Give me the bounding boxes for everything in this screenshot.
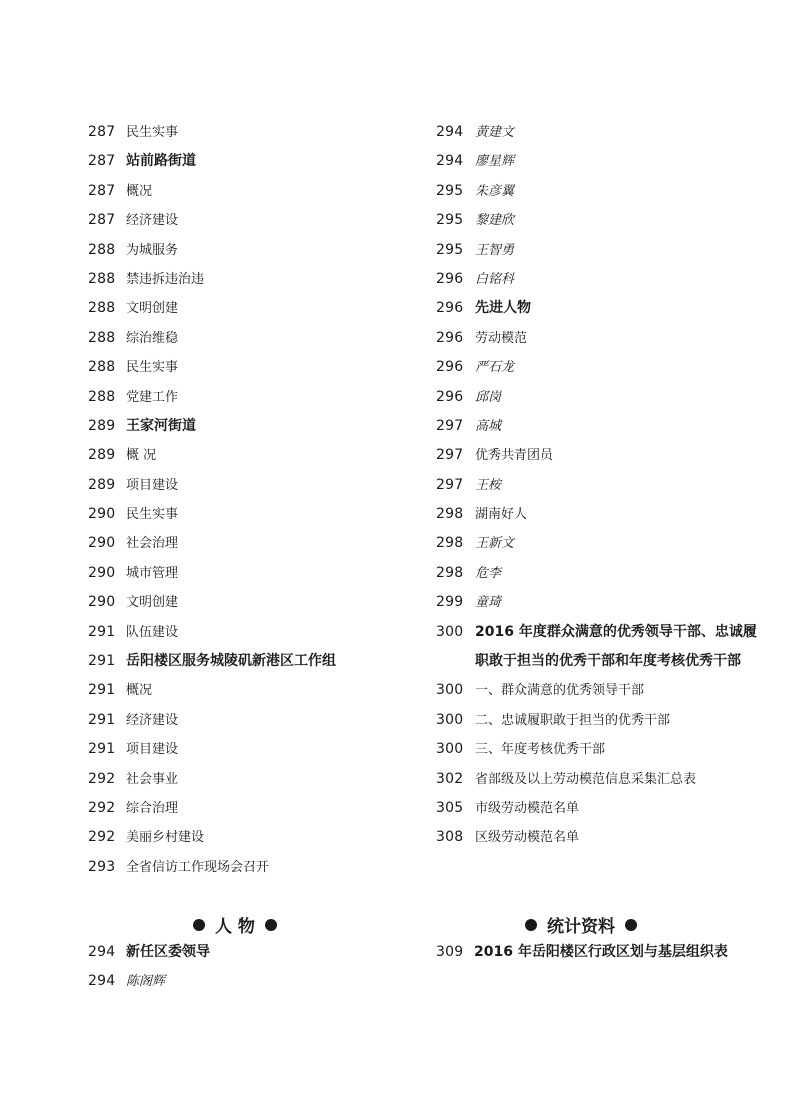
toc-entry	[436, 618, 766, 677]
toc-entry	[436, 559, 766, 588]
entry-title: 城市管理	[126, 565, 179, 581]
toc-entry	[88, 265, 408, 294]
entry-title: 廖星辉	[475, 154, 515, 170]
toc-entry	[88, 823, 408, 852]
entry-title: 2016 年岳阳楼区行政区划与基层组织表	[474, 944, 728, 960]
page-number: 288	[88, 388, 116, 405]
entry-title: 王家河街道	[126, 417, 196, 434]
entry-title: 民生实事	[126, 360, 179, 376]
entry-title: 二、忠诚履职敢于担当的优秀干部	[475, 712, 671, 728]
page-number: 300	[436, 682, 464, 699]
page-number: 291	[88, 711, 116, 728]
entry-title: 党建工作	[126, 389, 179, 405]
page-number: 293	[88, 858, 116, 875]
toc-entry	[88, 559, 408, 588]
page-number: 296	[436, 270, 464, 287]
entry-title: 市级劳动模范名单	[475, 801, 580, 817]
toc-entry	[436, 265, 766, 294]
toc-entry	[88, 500, 408, 529]
page-number: 295	[436, 241, 464, 258]
toc-entry	[436, 147, 766, 176]
page-number: 292	[88, 829, 116, 846]
page-number: 291	[88, 682, 116, 699]
toc-entry	[436, 938, 766, 967]
section-heading-people	[193, 912, 277, 937]
page-number: 298	[436, 564, 464, 581]
toc-entry	[436, 206, 766, 235]
toc-entry	[88, 383, 408, 412]
entry-title: 优秀共青团员	[475, 448, 554, 464]
left-toc-column	[88, 118, 408, 882]
entry-title: 全省信访工作现场会召开	[126, 859, 270, 875]
page-number: 300	[436, 711, 464, 728]
people-section-entries	[88, 938, 408, 997]
page-number: 291	[88, 741, 116, 758]
entry-title: 站前路街道	[126, 153, 196, 170]
page-number: 296	[436, 300, 464, 317]
page-number: 288	[88, 241, 116, 258]
page-number: 289	[88, 447, 116, 464]
entry-title: 三、年度考核优秀干部	[475, 742, 606, 758]
toc-entry	[88, 735, 408, 764]
page-number: 290	[88, 564, 116, 581]
toc-entry	[436, 676, 766, 705]
page-number: 290	[88, 535, 116, 552]
toc-entry	[436, 471, 766, 500]
toc-entry	[88, 967, 408, 996]
page-number: 298	[436, 506, 464, 523]
entry-title: 劳动模范	[475, 330, 528, 346]
entry-title: 经济建设	[126, 712, 179, 728]
toc-entry	[88, 588, 408, 617]
toc-entry	[436, 353, 766, 382]
page-number: 305	[436, 800, 464, 817]
toc-entry	[436, 294, 766, 323]
entry-title: 黄建文	[475, 125, 515, 140]
entry-title: 概况	[126, 183, 153, 199]
entry-title: 民生实事	[126, 507, 179, 523]
page-number: 298	[436, 535, 464, 552]
toc-entry	[88, 938, 408, 967]
page-number: 295	[436, 182, 464, 199]
toc-entry	[88, 794, 408, 823]
entry-title: 岳阳楼区服务城陵矶新港区工作组	[126, 653, 336, 670]
entry-title: 项目建设	[126, 477, 179, 493]
page-number: 296	[436, 359, 464, 376]
entry-title: 湖南好人	[475, 507, 528, 523]
toc-entry	[436, 236, 766, 265]
page-number: 287	[88, 124, 116, 140]
toc-entry	[436, 118, 766, 147]
toc-entry	[436, 765, 766, 794]
statistics-section-entries	[436, 938, 766, 967]
page-number: 292	[88, 799, 116, 816]
page-number: 297	[436, 447, 464, 464]
toc-entry	[88, 206, 408, 235]
page-number: 309	[436, 944, 464, 960]
page-number: 292	[88, 770, 116, 787]
page-number: 289	[88, 417, 116, 434]
toc-entry	[88, 294, 408, 323]
toc-entry	[436, 529, 766, 558]
toc-entry	[436, 706, 766, 735]
toc-entry	[436, 823, 766, 852]
page-number: 289	[88, 476, 116, 493]
entry-title: 童琦	[475, 595, 502, 611]
page-number: 295	[436, 212, 464, 229]
page-number: 294	[88, 973, 116, 990]
toc-entry	[88, 324, 408, 353]
entry-title: 王智勇	[475, 242, 515, 258]
entry-title: 白铭科	[475, 271, 515, 287]
entry-title: 综治维稳	[126, 330, 179, 346]
entry-title: 队伍建设	[126, 624, 179, 640]
page-number: 297	[436, 476, 464, 493]
entry-title: 新任区委领导	[126, 944, 210, 960]
entry-title: 禁违拆违治违	[126, 271, 205, 287]
page-number: 300	[436, 741, 464, 758]
page-number: 291	[88, 623, 116, 640]
entry-title: 综合治理	[126, 800, 179, 816]
toc-entry	[436, 177, 766, 206]
page-number: 308	[436, 829, 464, 846]
toc-entry	[88, 412, 408, 441]
entry-title: 概况	[126, 683, 153, 699]
entry-title: 王新文	[475, 536, 515, 552]
toc-entry	[436, 441, 766, 470]
toc-entry	[436, 735, 766, 764]
page-number: 288	[88, 270, 116, 287]
section-heading-text: 人 物	[215, 917, 255, 937]
toc-entry	[436, 588, 766, 617]
section-heading-text: 统计资料	[547, 917, 615, 937]
page-number: 287	[88, 153, 116, 170]
entry-title: 文明创建	[126, 595, 179, 611]
entry-title: 概 况	[126, 448, 157, 464]
toc-entry	[88, 647, 408, 676]
page-number: 300	[436, 623, 464, 640]
toc-entry	[436, 324, 766, 353]
entry-title: 为城服务	[126, 242, 179, 258]
entry-title: 2016 年度群众满意的优秀领导干部、忠诚履职敢于担当的优秀干部和年度考核优秀干部	[475, 623, 757, 670]
entry-title: 项目建设	[126, 742, 179, 758]
entry-title: 朱彦翼	[475, 183, 515, 199]
page-number: 287	[88, 182, 116, 199]
toc-entry	[88, 441, 408, 470]
page-number: 290	[88, 506, 116, 523]
entry-title: 先进人物	[475, 300, 531, 317]
page-number: 290	[88, 594, 116, 611]
entry-title: 省部级及以上劳动模范信息采集汇总表	[475, 771, 697, 787]
toc-entry	[436, 383, 766, 412]
page-number: 302	[436, 770, 464, 787]
page-number: 299	[436, 594, 464, 611]
page-number: 288	[88, 300, 116, 317]
section-heading-statistics	[525, 912, 637, 937]
page-number: 288	[88, 359, 116, 376]
toc-entry	[88, 706, 408, 735]
page-number: 287	[88, 212, 116, 229]
entry-title: 高城	[475, 418, 502, 434]
toc-entry	[88, 676, 408, 705]
toc-entry	[436, 500, 766, 529]
entry-title: 黎建欣	[475, 213, 515, 229]
entry-title: 社会事业	[126, 771, 179, 787]
entry-title: 严石龙	[475, 360, 515, 376]
toc-entry	[88, 353, 408, 382]
toc-entry	[88, 765, 408, 794]
bullet-dot-icon	[625, 919, 637, 931]
toc-entry	[88, 529, 408, 558]
right-toc-column	[436, 118, 766, 853]
page-number: 294	[436, 124, 464, 140]
entry-title: 王桉	[475, 477, 502, 493]
page-number: 288	[88, 329, 116, 346]
page-number: 296	[436, 329, 464, 346]
bullet-dot-icon	[525, 919, 537, 931]
entry-title: 邱岗	[475, 389, 502, 405]
toc-entry	[88, 618, 408, 647]
entry-title: 危李	[475, 565, 502, 581]
entry-title: 经济建设	[126, 213, 179, 229]
page-number: 294	[88, 944, 116, 960]
page-number: 297	[436, 417, 464, 434]
toc-entry	[436, 794, 766, 823]
toc-entry	[88, 177, 408, 206]
toc-entry	[88, 471, 408, 500]
toc-entry	[88, 236, 408, 265]
entry-title: 陈阁辉	[126, 974, 166, 990]
entry-title: 美丽乡村建设	[126, 830, 205, 846]
entry-title: 民生实事	[126, 125, 179, 140]
toc-entry	[88, 118, 408, 147]
toc-entry	[88, 853, 408, 882]
entry-title: 文明创建	[126, 301, 179, 317]
entry-title: 区级劳动模范名单	[475, 830, 580, 846]
toc-entry	[88, 147, 408, 176]
page-number: 296	[436, 388, 464, 405]
bullet-dot-icon	[265, 919, 277, 931]
toc-entry	[436, 412, 766, 441]
page-number: 291	[88, 653, 116, 670]
entry-title: 社会治理	[126, 536, 179, 552]
page-number: 294	[436, 153, 464, 170]
bullet-dot-icon	[193, 919, 205, 931]
entry-title: 一、群众满意的优秀领导干部	[475, 683, 645, 699]
